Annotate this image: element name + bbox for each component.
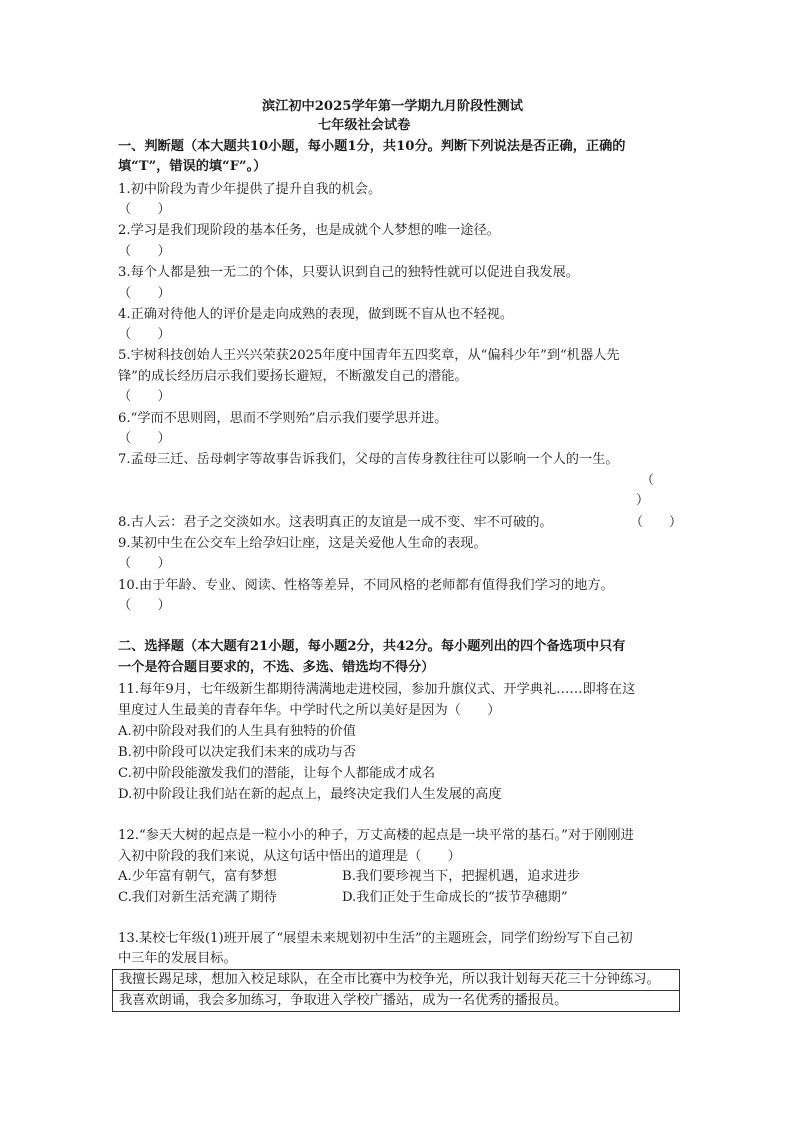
question-11-option-a[interactable]: A.初中阶段对我们的人生具有独特的价值: [118, 724, 356, 739]
question-6: 6.“学而不思则罔，思而不学则殆”启示我们要学思并进。: [118, 411, 448, 426]
question-13-line1: 13.某校七年级(1)班开展了“展望未来规划初中生活”的主题班会，同学们纷纷写下自己初: [118, 931, 633, 946]
question-12-option-a[interactable]: A.少年富有朝气，富有梦想: [118, 869, 277, 884]
question-11-option-d[interactable]: D.初中阶段让我们站在新的起点上，最终决定我们人生发展的高度: [118, 787, 502, 802]
table-row: [113, 991, 680, 1012]
answer-paren-5[interactable]: （ ）: [118, 389, 171, 404]
question-10: 10.由于年龄、专业、阅读、性格等差异，不同风格的老师都有值得我们学习的地方。: [118, 578, 614, 593]
question-11-line1: 11.每年9月，七年级新生都期待满满地走进校园，参加升旗仪式、开学典礼……即将在这: [118, 682, 636, 697]
answer-paren-4[interactable]: （ ）: [118, 327, 171, 342]
answer-paren-7-open[interactable]: （: [641, 473, 655, 488]
answer-paren-8[interactable]: （ ）: [630, 515, 683, 530]
question-11-line2: 里度过人生最美的青春年华。中学时代之所以美好是因为（ ）: [118, 703, 501, 718]
question-5-line1: 5.宇树科技创始人王兴兴荣获2025年度中国青年五四奖章，从“偏科少年”到“机器人先: [118, 348, 620, 363]
goals-table: [112, 969, 680, 1012]
answer-paren-7-close[interactable]: ）: [636, 493, 650, 508]
goal-cell-2: 我喜欢朗诵，我会多加练习，争取进入学校广播站，成为一名优秀的播报员。: [113, 991, 680, 1012]
question-9: 9.某初中生在公交车上给孕妇让座，这是关爱他人生命的表现。: [118, 536, 487, 551]
answer-paren-6[interactable]: （ ）: [118, 431, 171, 446]
question-12-option-b[interactable]: B.我们要珍视当下，把握机遇，追求进步: [342, 869, 581, 884]
goal-cell-1: 我擅长踢足球，想加入校足球队，在全市比赛中为校争光，所以我计划每天花三十分钟练习。: [113, 970, 680, 991]
section1-heading-line2: 填“T”，错误的填“F”。）: [118, 159, 267, 174]
answer-paren-9[interactable]: （ ）: [118, 556, 171, 571]
question-8: 8.古人云：君子之交淡如水。这表明真正的友谊是一成不变、牢不可破的。: [118, 515, 553, 530]
answer-paren-1[interactable]: （ ）: [118, 202, 171, 217]
section1-heading-line1: 一、判断题（本大题共10小题，每小题1分，共10分。判断下列说法是否正确，正确的: [118, 139, 626, 154]
exam-subtitle: 七年级社会试卷: [318, 118, 411, 133]
question-2: 2.学习是我们现阶段的基本任务，也是成就个人梦想的唯一途径。: [118, 223, 500, 238]
question-5-line2: 锋”的成长经历启示我们要扬长避短，不断激发自己的潜能。: [118, 369, 468, 384]
question-11-option-b[interactable]: B.初中阶段可以决定我们未来的成功与否: [118, 745, 357, 760]
question-11-option-c[interactable]: C.初中阶段能激发我们的潜能，让每个人都能成才成名: [118, 766, 436, 781]
question-3: 3.每个人都是独一无二的个体，只要认识到自己的独特性就可以促进自我发展。: [118, 265, 579, 280]
question-1: 1.初中阶段为青少年提供了提升自我的机会。: [118, 182, 382, 197]
section2-heading-line2: 一个是符合题目要求的，不选、多选、错选均不得分）: [118, 660, 435, 675]
answer-paren-2[interactable]: （ ）: [118, 244, 171, 259]
section2-heading-line1: 二、选择题（本大题有21小题，每小题2分，共42分。每小题列出的四个备选项中只有: [118, 639, 626, 654]
exam-title: 滨江初中2025学年第一学期九月阶段性测试: [262, 99, 523, 114]
question-12-option-c[interactable]: C.我们对新生活充满了期待: [118, 890, 277, 905]
answer-paren-10[interactable]: （ ）: [118, 598, 171, 613]
question-4: 4.正确对待他人的评价是走向成熟的表现，做到既不盲从也不轻视。: [118, 307, 514, 322]
question-13-line2: 中三年的发展目标。: [118, 951, 237, 966]
question-7: 7.孟母三迁、岳母刺字等故事告诉我们，父母的言传身教往往可以影响一个人的一生。: [118, 452, 619, 467]
question-12-line2: 入初中阶段的我们来说，从这句话中悟出的道理是（ ）: [118, 849, 461, 864]
answer-paren-3[interactable]: （ ）: [118, 286, 171, 301]
question-12-line1: 12.“参天大树的起点是一粒小小的种子，万丈高楼的起点是一块平常的基石。”对于刚刚进: [118, 828, 634, 843]
table-row: [113, 970, 680, 991]
question-12-option-d[interactable]: D.我们正处于生命成长的“拔节孕穗期”: [342, 890, 568, 905]
